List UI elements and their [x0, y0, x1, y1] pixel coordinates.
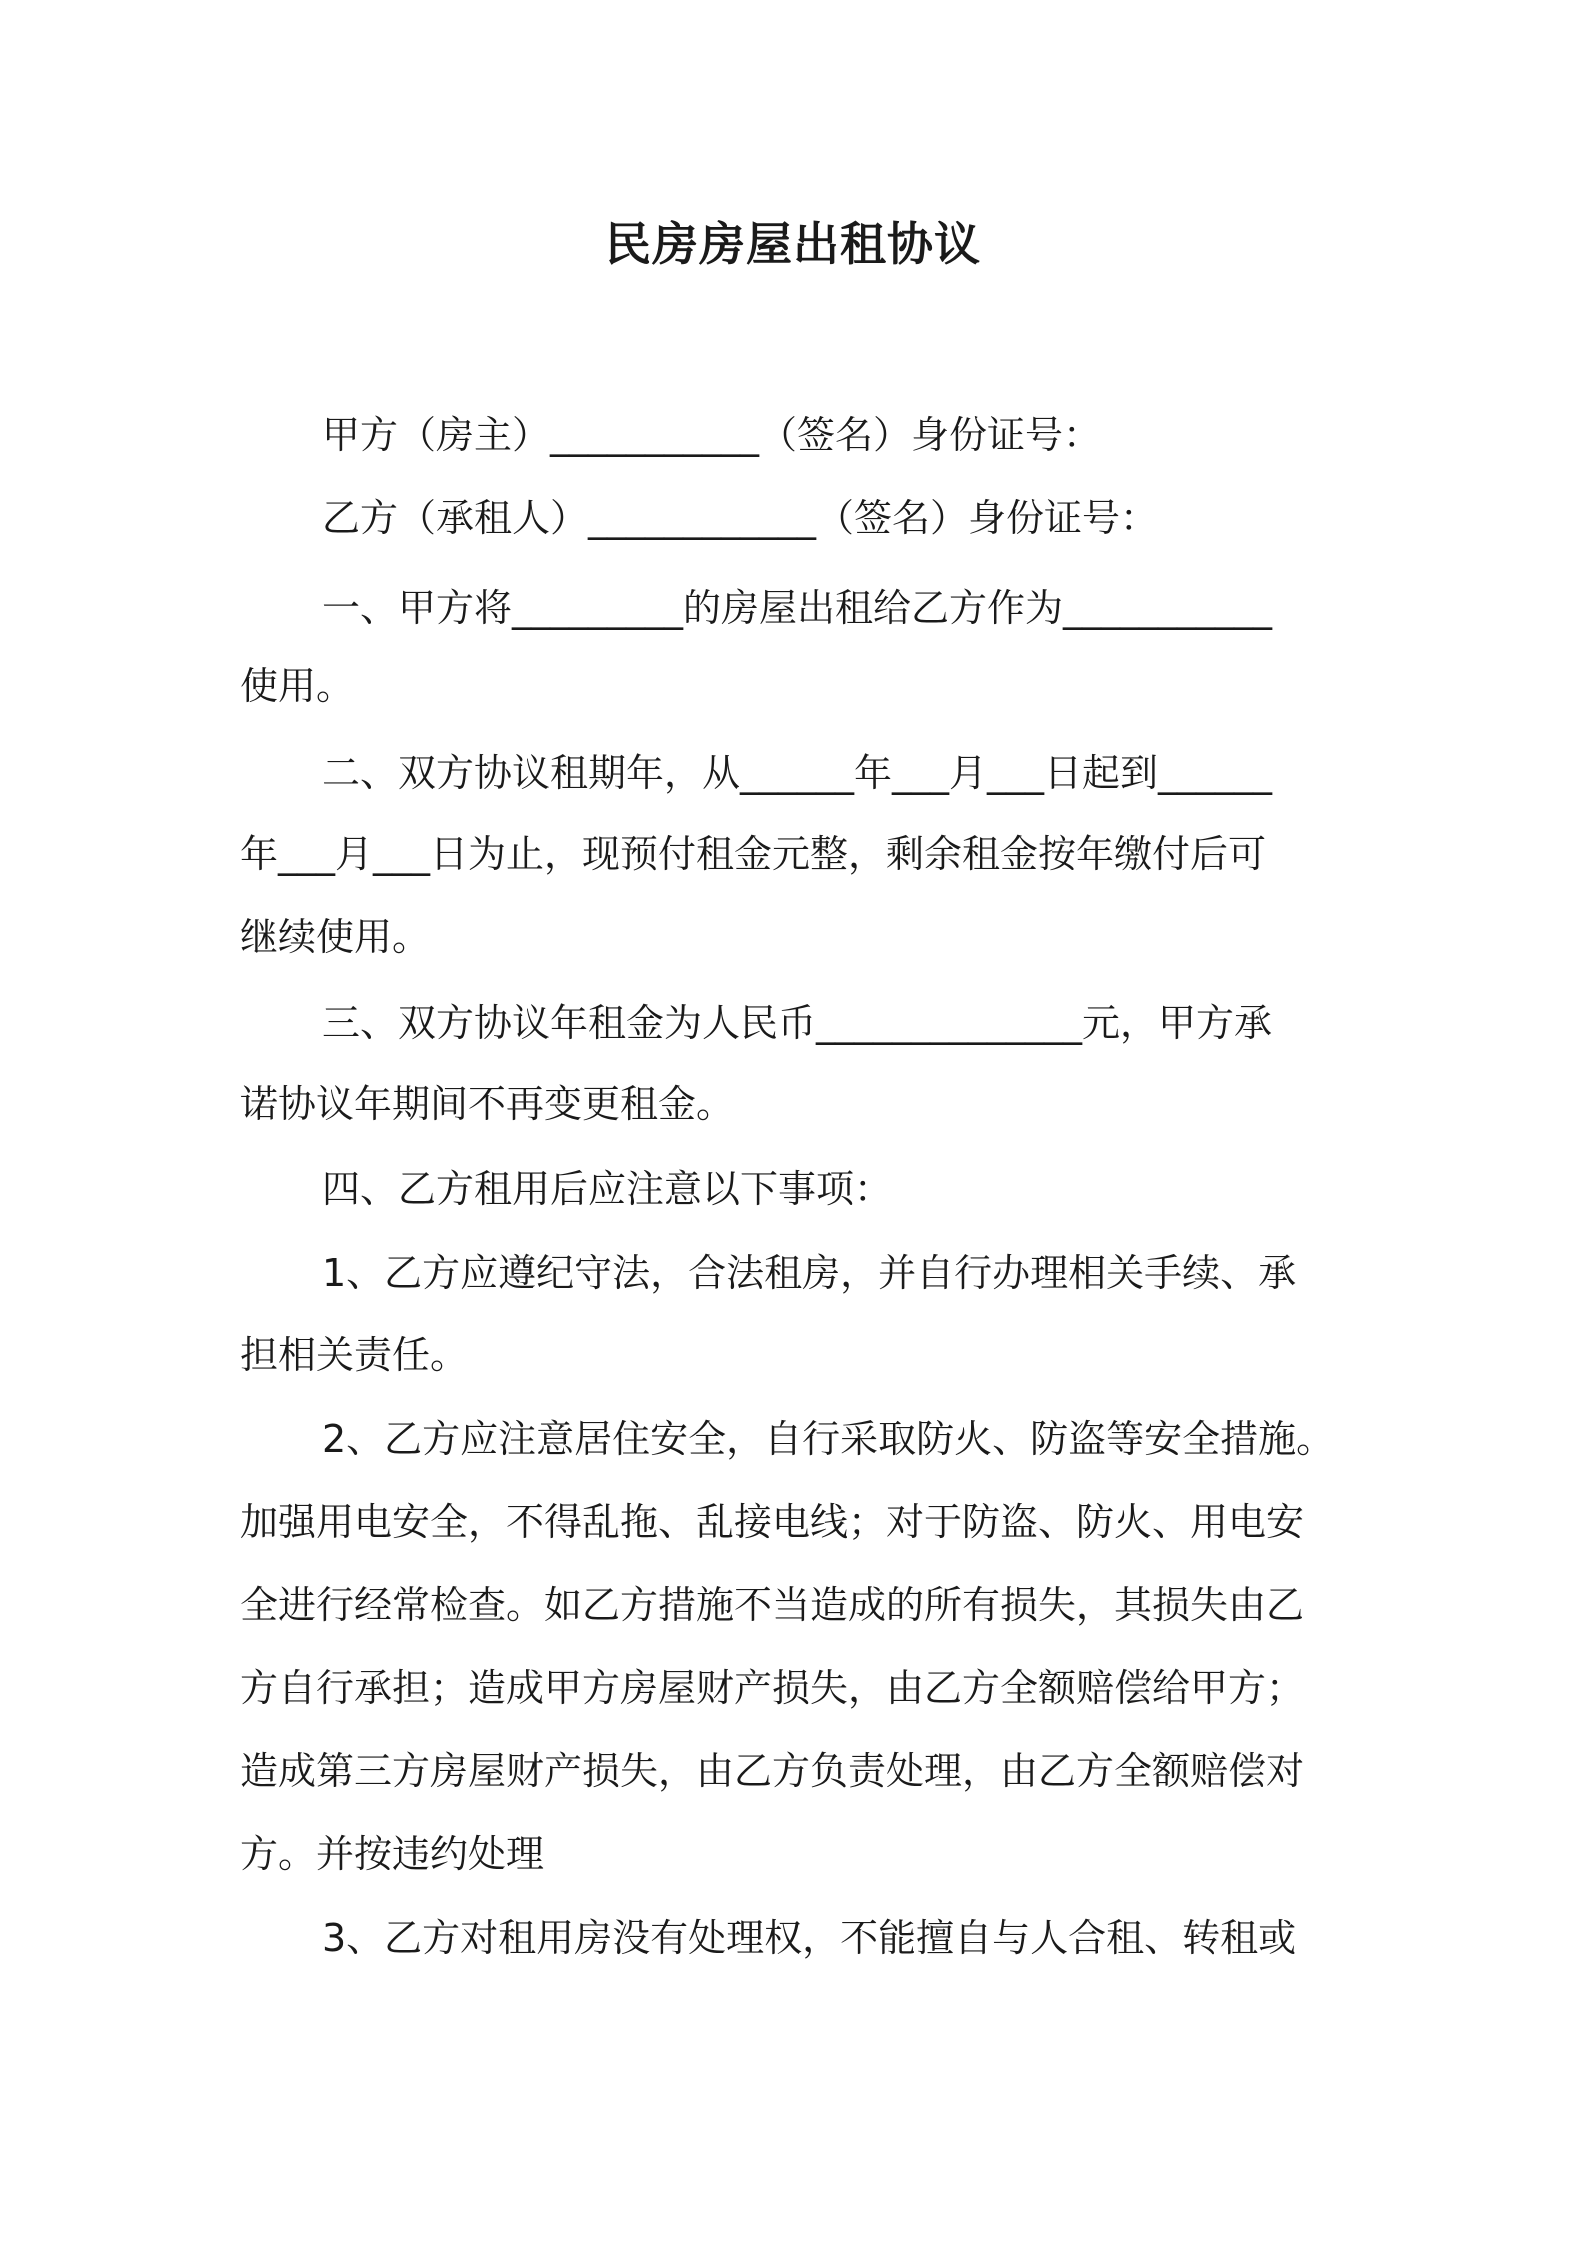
- party-a-line: 甲方（房主）___________（签名）身份证号：: [322, 413, 1102, 457]
- item-2-line-2: 加强用电安全，不得乱拖、乱接电线；对于防盗、防火、用电安: [240, 1500, 1305, 1544]
- clause-1-line-1: 一、甲方将_________的房屋出租给乙方作为___________: [322, 586, 1273, 630]
- party-b-line: 乙方（承租人）____________（签名）身份证号：: [322, 496, 1159, 540]
- item-1-line-1: 1、乙方应遵纪守法，合法租房，并自行办理相关手续、承: [322, 1251, 1297, 1295]
- item-2-line-5: 造成第三方房屋财产损失，由乙方负责处理，由乙方全额赔偿对: [240, 1749, 1305, 1793]
- clause-2-line-3: 继续使用。: [240, 915, 431, 959]
- clause-4-heading: 四、乙方租用后应注意以下事项：: [322, 1167, 893, 1211]
- item-2-line-1: 2、乙方应注意居住安全，自行采取防火、防盗等安全措施。: [322, 1417, 1335, 1461]
- clause-3-line-1: 三、双方协议年租金为人民币______________元，甲方承: [322, 1001, 1273, 1045]
- clause-2-line-2: 年___月___日为止，现预付租金元整，剩余租金按年缴付后可: [240, 832, 1267, 876]
- clause-3-line-2: 诺协议年期间不再变更租金。: [240, 1082, 735, 1126]
- item-2-line-3: 全进行经常检查。如乙方措施不当造成的所有损失，其损失由乙: [240, 1583, 1305, 1627]
- clause-2-line-1: 二、双方协议租期年，从______年___月___日起到______: [322, 751, 1273, 795]
- item-2-line-4: 方自行承担；造成甲方房屋财产损失，由乙方全额赔偿给甲方；: [240, 1666, 1305, 1710]
- item-2-line-6: 方。并按违约处理: [240, 1832, 545, 1876]
- clause-1-line-2: 使用。: [240, 664, 355, 708]
- item-1-line-2: 担相关责任。: [240, 1333, 469, 1377]
- document-title: 民房房屋出租协议: [605, 217, 981, 271]
- item-3-line-1: 3、乙方对租用房没有处理权，不能擅自与人合租、转租或: [322, 1916, 1297, 1960]
